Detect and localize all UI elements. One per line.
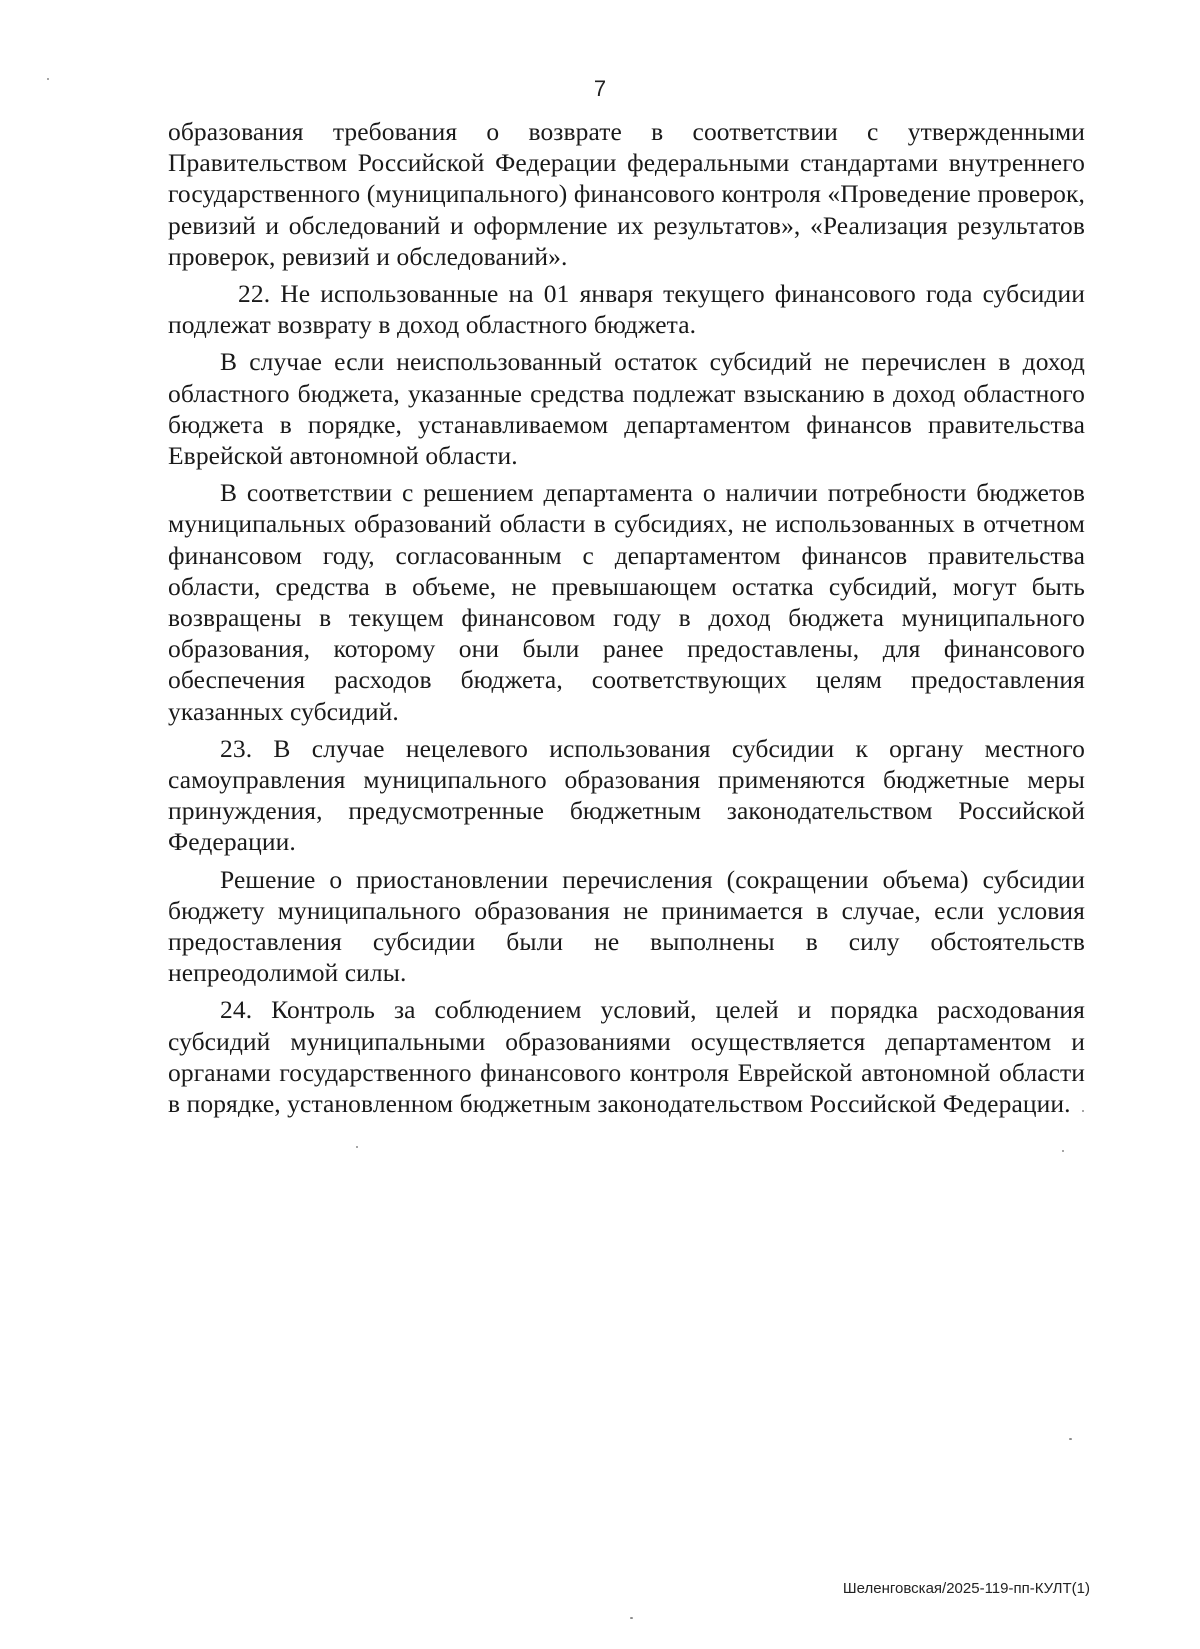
scan-speck	[1069, 1438, 1072, 1440]
paragraph-return-decision: В соответствии с решением департамента о наличии потребности бюджетов муниципальных образований области в субсидиях, не использованных в отчетном финансовом году, согласованным с департаментом финансов правительства области, средства в объеме, не превышающем остатка субсидий, могут быть возвращены в текущем финансовом году в доход бюджета муниципального образования, которому они были ранее предоставлены, для финансового обеспечения расходов бюджета, соответствующих целям предоставления указанных субсидий.	[168, 478, 1085, 726]
scan-speck	[1082, 1110, 1084, 1112]
scan-speck	[1062, 1150, 1064, 1152]
document-body	[168, 116, 1085, 1125]
document-footer-code: Шеленговская/2025-119-пп-КУЛТ(1)	[842, 1580, 1090, 1597]
paragraph-clause-23: 23. В случае нецелевого использования субсидии к органу местного самоуправления муниципального образования применяются бюджетные меры принуждения, предусмотренные бюджетным законодательством Российской Федерации.	[168, 733, 1085, 857]
page-number: 7	[593, 76, 607, 101]
scan-speck	[356, 1146, 358, 1148]
paragraph-clause-22: 22. Не использованные на 01 января текущего финансового года субсидии подлежат возврату в доход областного бюджета.	[168, 279, 1085, 340]
scan-speck	[630, 1617, 633, 1619]
paragraph-clause-24: 24. Контроль за соблюдением условий, целей и порядка расходования субсидий муниципальными образованиями осуществляется департаментом и органами государственного финансового контроля Еврейской автономной области в порядке, установленном бюджетным законодательством Российской Федерации.	[168, 995, 1085, 1119]
paragraph-unused-balance: В случае если неиспользованный остаток субсидий не перечислен в доход областного бюджета, указанные средства подлежат взысканию в доход областного бюджета в порядке, устанавливаемом департаментом финансов правительства Еврейской автономной области.	[168, 347, 1085, 471]
scan-speck	[47, 78, 49, 80]
paragraph-suspension-decision: Решение о приостановлении перечисления (сокращении объема) субсидии бюджету муниципального образования не принимается в случае, если условия предоставления субсидии были не выполнены в силу обстоятельств непреодолимой силы.	[168, 864, 1085, 988]
paragraph-continuation: образования требования о возврате в соответствии с утвержденными Правительством Российской Федерации федеральными стандартами внутреннего государственного (муниципального) финансового контроля «Проведение проверок, ревизий и обследований и оформление их результатов», «Реализация результатов проверок, ревизий и обследований».	[168, 117, 1085, 271]
